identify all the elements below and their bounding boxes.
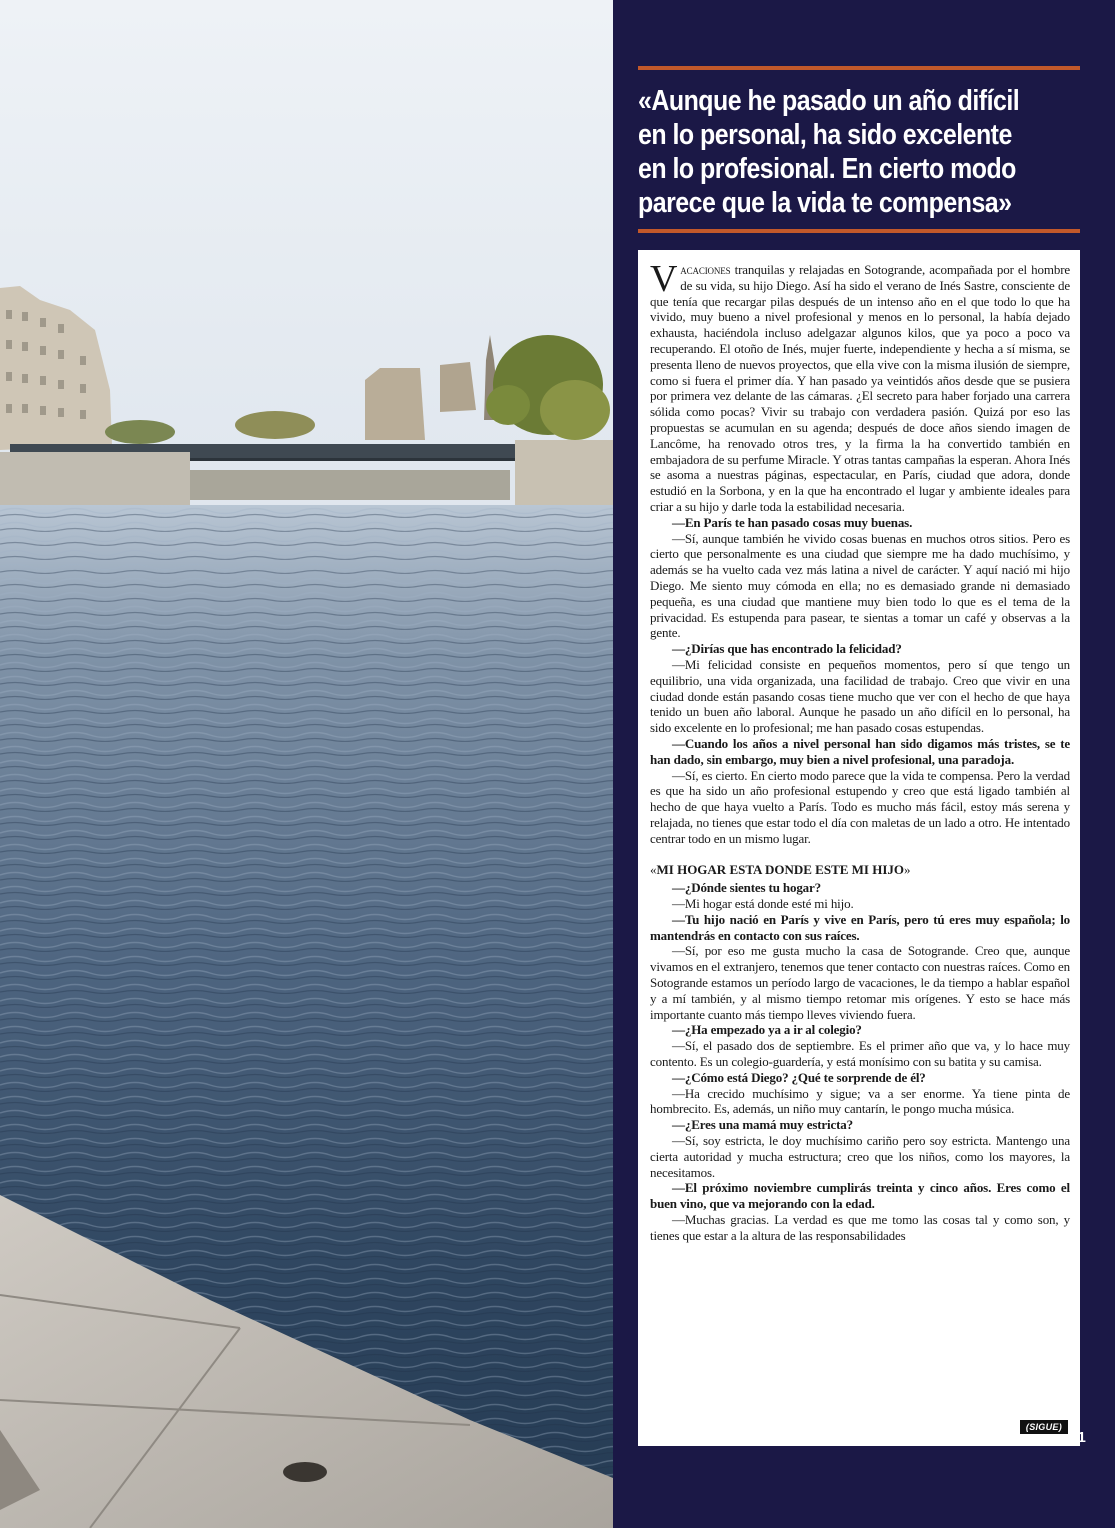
interview-question: —Tu hijo nació en París y vive en París, pero tú eres muy española; lo mantendrás en contacto con sus raíces. [650, 911, 1070, 943]
pull-quote-line: en lo personal, ha sido excelente [638, 119, 1012, 151]
drop-cap: V [650, 258, 678, 300]
interview-question: —Cuando los años a nivel personal han sido digamos más tristes, se te han dado, sin embargo, muy bien a nivel profesional, una paradoja. [650, 735, 1070, 767]
interview-answer: —Ha crecido muchísimo y sigue; va a ser enorme. Ya tiene pinta de hombrecito. Es, además, un niño muy cantarín, le pongo mucha música. [650, 1085, 1070, 1117]
interview-question: —¿Eres una mamá muy estricta? [672, 1117, 854, 1133]
interview-answer: —Sí, el pasado dos de septiembre. Es el primer año que va, y lo hace muy contento. Es un colegio-guardería, y está monísimo con su batita y su camisa. [650, 1038, 1070, 1070]
interview-question: —¿Ha empezado ya a ir al colegio? [672, 1022, 862, 1038]
interview-answer: —Sí, es cierto. En cierto modo parece que la vida te compensa. Pero la verdad es que ha sido un año profesional estupendo y creo que está ligado también al hecho de que haya vuelto a París. Todo es mucho más fácil, estoy más serena y relajada, no tienes que estar todo el día con maletas de un lado a otro. He intentado centrar todo en un mismo lugar. [650, 767, 1070, 846]
interview-answer: —Mi hogar está donde esté mi hijo. [672, 896, 854, 912]
pull-quote-line: en lo profesional. En cierto modo [638, 153, 1016, 185]
interview-question: —En París te han pasado cosas muy buenas. [672, 514, 913, 530]
section-subhead: «MI HOGAR ESTA DONDE ESTE MI HIJO» [650, 862, 911, 878]
top-rule [638, 66, 1080, 70]
pull-quote-line: «Aunque he pasado un año difícil [638, 85, 1020, 117]
pull-quote [638, 84, 1025, 220]
interview-answer: —Sí, soy estricta, le doy muchísimo cariño pero soy estricta. Mantengo una cierta autoridad y mucha estructura; creo que los niños, como los mayores, la necesitamos. [650, 1133, 1070, 1180]
interview-question: —¿Dirías que has encontrado la felicidad? [672, 641, 902, 657]
page-number: 11 [1070, 1429, 1086, 1446]
lead-text: tranquilas y relajadas en Sotogrande, acompañada por el hombre de su vida, su hijo Diego. Así ha sido el verano de Inés Sastre, consciente de que tenía que recargar pilas después de un intenso año en el que todo lo que ha vivido, muy bueno a nivel profesional y menos en lo personal, la había dejado exhausta, haciéndola incluso adelgazar algunos kilos, que ya poco a poco va recuperando. El otoño de Inés, mujer fuerte, independiente y hecha a sí misma, se presenta lleno de nuevos proyectos, que ella vive con la misma ilusión de siempre, como si fuera el primer día. Y han pasado ya veintidós años desde que se pusiera por primera vez delante de las cámaras. ¿El secreto para haber forjado una carrera sólida como pocas? Vivir su trabajo con verdadera pasión. Quizá por eso las propuestas se acumulan en su agenda; después de doce años siendo imagen de Lancôme, ha renovado otros tres, y la firma la ha convertido también en embajadora de su perfume Miracle. Y otras tantas campañas la esperan. Ahora Inés se asoma a nuestras páginas, espectacular, en París, ciudad que adora, donde estudió en la Sorbona, y en la que ha encontrado el lugar y ambiente ideales para criar a su hijo y darle toda la estabilidad necesaria. [650, 262, 1070, 514]
continue-label: (SIGUE) [1020, 1420, 1068, 1434]
interview-question: —¿Cómo está Diego? ¿Qué te sorprende de él? [672, 1069, 926, 1085]
interview-question: —¿Dónde sientes tu hogar? [672, 880, 822, 896]
article-column [619, 0, 1115, 1528]
lead-word: acaciones [680, 262, 731, 277]
interview-question: —El próximo noviembre cumplirás treinta y cinco años. Eres como el buen vino, que va mejorando con la edad. [650, 1180, 1070, 1212]
article-text-box [638, 250, 1080, 1446]
pull-quote-line: parece que la vida te compensa» [638, 187, 1012, 219]
lead-paragraph [650, 258, 1070, 515]
bottom-rule [638, 229, 1080, 233]
interview-answer: —Muchas gracias. La verdad es que me tomo las cosas tal y como son, y tienes que estar a la altura de las responsabilidades [650, 1212, 1070, 1243]
interview-answer: —Sí, aunque también he vivido cosas buenas en muchos otros sitios. Pero es cierto que personalmente es una ciudad que siempre me ha dado muchísimo, y además se ha vuelto cada vez más latina a nivel de carácter. Y aquí nació mi hijo Diego. Me siento muy cómoda en ella; no es demasiado grande ni demasiado pequeña, es una ciudad que mantiene muy bien todo lo que es el tema de la privacidad. Es estupenda para pasear, te sientas a tomar un café y observas a la gente. [650, 530, 1070, 641]
interview-answer: —Mi felicidad consiste en pequeños momentos, pero sí que tengo un equilibrio, una vida organizada, una facilidad de trabajo. Creo que vivir en una ciudad donde están pasando cosas tiene mucho que ver con el hecho de que haya tenido un buen año laboral. Aunque he pasado un año difícil en lo personal, ha sido excelente en lo profesional; me han pasado cosas estupendas. [650, 656, 1070, 736]
article-body [650, 258, 1070, 1244]
interview-answer: —Sí, por eso me gusta mucho la casa de Sotogrande. Creo que, aunque vivamos en el extranjero, tenemos que tener contacto con nuestras raíces. Como en Sotogrande estamos un período largo de vacaciones, le da tiempo a hablar español y a mí también, y al mismo tiempo retomar mis orígenes. Y esto se hace más importante cuanto más tiempo lleves viviendo fuera. [650, 943, 1070, 1022]
